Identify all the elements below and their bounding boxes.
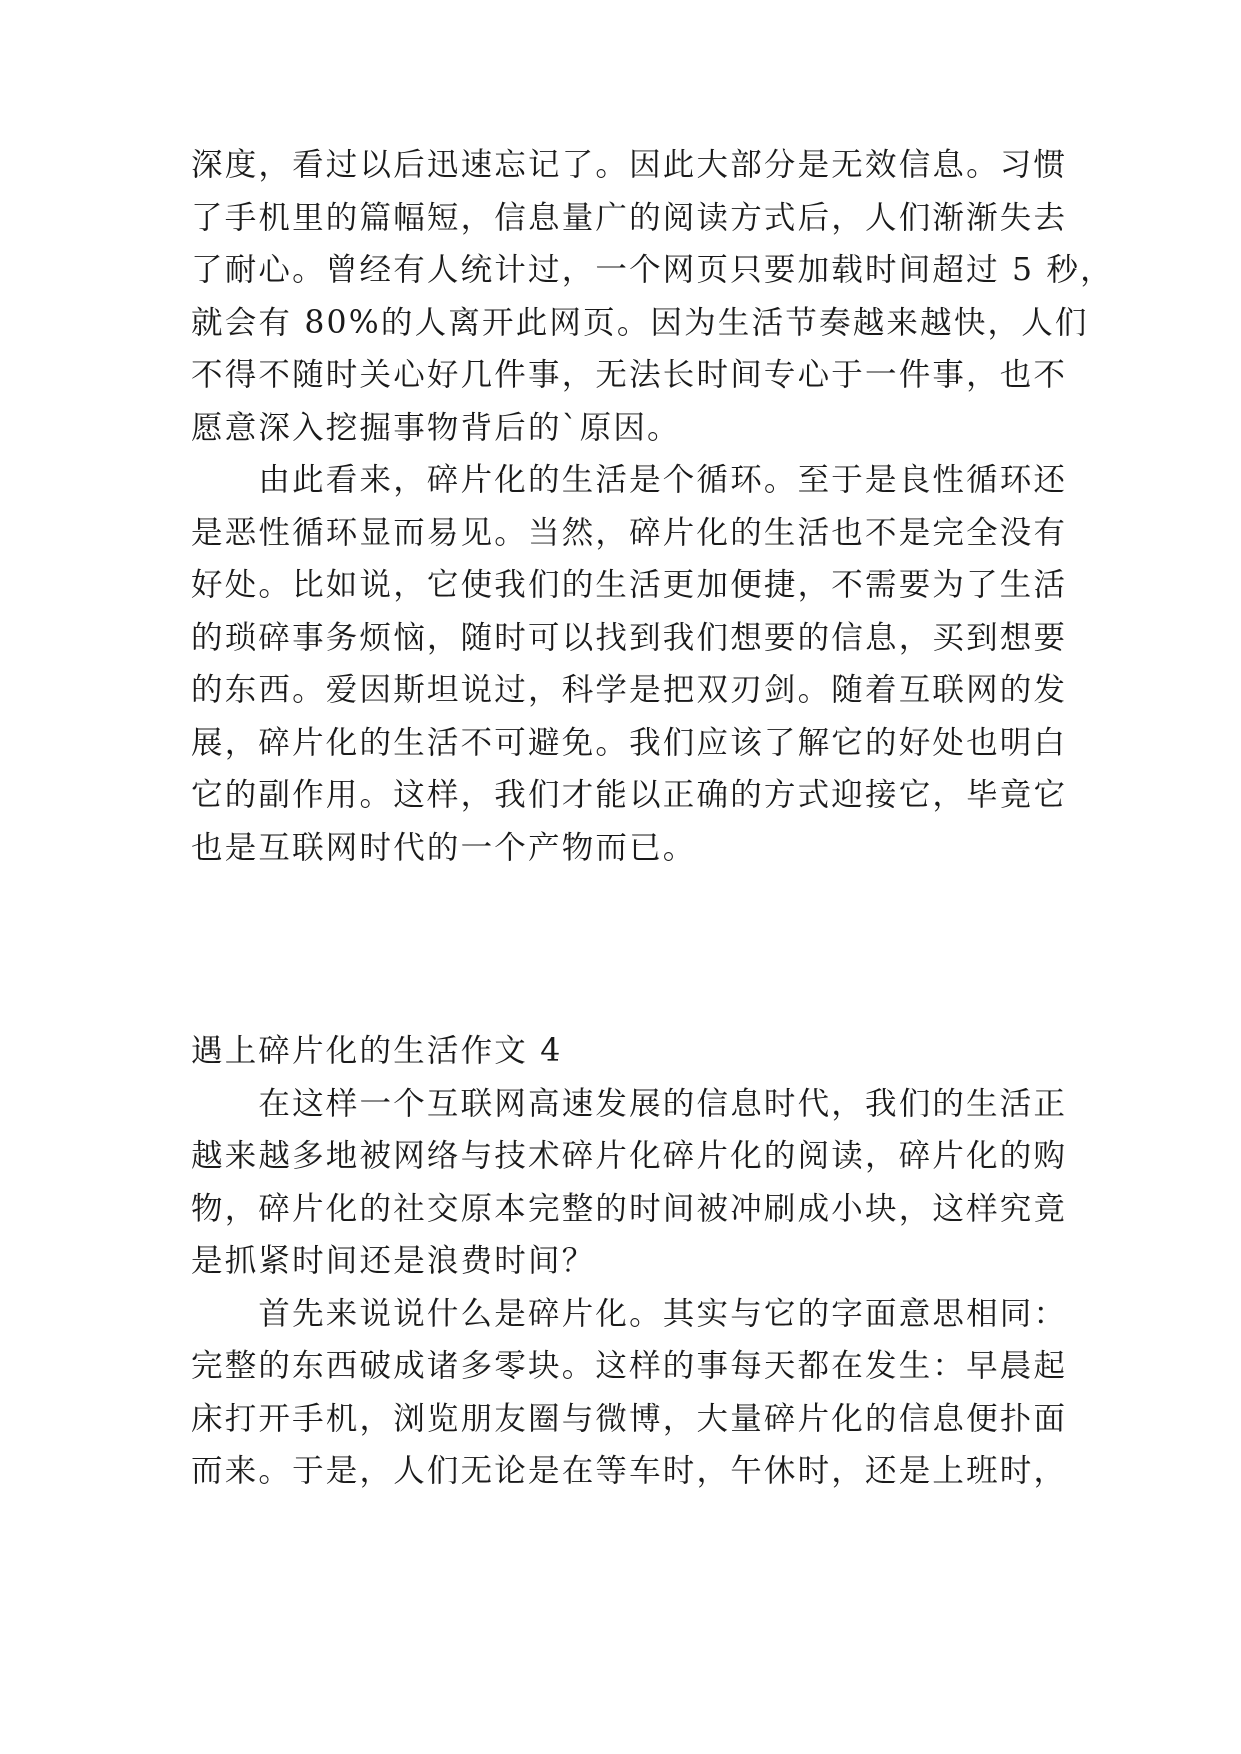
body-line: 的东西。爱因斯坦说过，科学是把双刃剑。随着互联网的发 <box>191 672 1068 708</box>
body-line: 展，碎片化的生活不可避免。我们应该了解它的好处也明白 <box>191 724 1068 761</box>
body-line: 就会有 80%的人离开此网页。因为生活节奏越来越快，人们 <box>191 304 1089 341</box>
essay-section-3-body <box>191 139 1114 874</box>
essay-section-4 <box>191 1025 1071 1498</box>
body-line: 越来越多地被网络与技术碎片化碎片化的阅读，碎片化的购 <box>191 1138 1068 1174</box>
body-line: 是抓紧时间还是浪费时间？ <box>191 1243 596 1279</box>
body-line: 了耐心。曾经有人统计过，一个网页只要加载时间超过 5 秒， <box>191 252 1114 288</box>
body-line: 的琐碎事务烦恼，随时可以找到我们想要的信息，买到想要 <box>191 619 1068 656</box>
body-line: 好处。比如说，它使我们的生活更加便捷，不需要为了生活 <box>191 567 1068 603</box>
body-line: 首先来说说什么是碎片化。其实与它的字面意思相同： <box>191 1295 1068 1332</box>
body-line: 在这样一个互联网高速发展的信息时代，我们的生活正 <box>191 1085 1068 1122</box>
body-line: 它的副作用。这样，我们才能以正确的方式迎接它，毕竟它 <box>191 777 1068 813</box>
section-heading: 遇上碎片化的生活作文 4 <box>191 1033 563 1069</box>
body-line: 是恶性循环显而易见。当然，碎片化的生活也不是完全没有 <box>191 514 1068 551</box>
body-line: 愿意深入挖掘事物背后的`原因。 <box>191 409 681 446</box>
body-line: 完整的东西破成诸多零块。这样的事每天都在发生：早晨起 <box>191 1348 1068 1384</box>
body-line: 而来。于是，人们无论是在等车时，午休时，还是上班时， <box>191 1453 1068 1489</box>
body-line: 物，碎片化的社交原本完整的时间被冲刷成小块，这样究竟 <box>191 1190 1068 1227</box>
body-line: 深度，看过以后迅速忘记了。因此大部分是无效信息。习惯 <box>191 147 1068 183</box>
body-line: 床打开手机，浏览朋友圈与微博，大量碎片化的信息便扑面 <box>191 1400 1068 1437</box>
body-line: 由此看来，碎片化的生活是个循环。至于是良性循环还 <box>191 462 1068 498</box>
body-line: 不得不随时关心好几件事，无法长时间专心于一件事，也不 <box>191 357 1068 393</box>
body-line: 也是互联网时代的一个产物而已。 <box>191 829 697 866</box>
body-line: 了手机里的篇幅短，信息量广的阅读方式后，人们渐渐失去 <box>191 199 1068 236</box>
